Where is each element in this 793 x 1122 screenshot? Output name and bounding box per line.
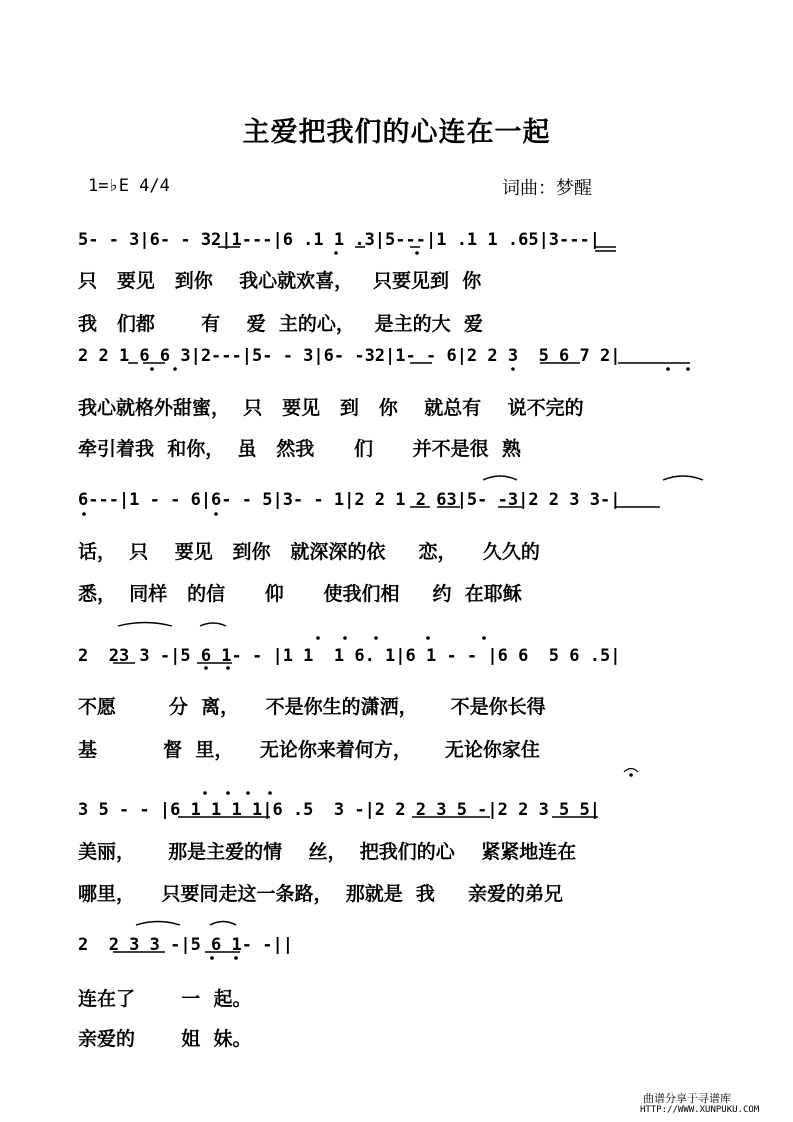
notation-line: 2 23 3 -|5 6 1- - |1 1 1 6. 1|6 1 - - |6 6 5 6 .5| [78,646,621,666]
lyric-line: 牵引着我 和你， 虽 然我 们 并不是很 熟 [78,438,521,460]
lyric-line: 我 们都 有 爱 主的心， 是主的大 爱 [78,313,483,335]
lyric-line: 话， 只 要见 到你 就深深的依 恋， 久久的 [78,541,540,563]
lyric-line: 连在了 一 起。 [78,988,252,1010]
notation-line: 5- - 3|6- - 32|1---|6 .1 1 .3|5---|1 .1 1 .65|3---| [78,230,600,250]
song-title: 主爱把我们的心连在一起 [242,117,551,148]
notation-line: 3 5 - - |6 1 1 1 1|6 .5 3 -|2 2 2 3 5 -|2 2 3 5 5| [78,800,600,820]
lyric-line: 我心就格外甜蜜， 只 要见 到 你 就总有 说不完的 [78,397,584,419]
lyric-line: 不愿 分 离， 不是你生的潇洒， 不是你长得 [78,696,546,718]
lyric-line: 只 要见 到你 我心就欢喜， 只要见到 你 [78,270,482,292]
lyric-line: 基 督 里， 无论你来着何方， 无论你家住 [78,739,540,761]
lyric-line: 美丽， 那是主爱的情 丝， 把我们的心 紧紧地连在 [78,841,577,863]
notation-line: 2 2 1 6 6 3|2---|5- - 3|6- -32|1- - 6|2 2 3 5 6 7 2| [78,346,621,366]
lyric-line: 悉， 同样 的信 仰 使我们相 约 在耶稣 [78,583,522,605]
footer-url[interactable]: HTTP://WWW.XUNPUKU.COM [640,1105,760,1115]
key-signature: 1=♭E 4/4 [88,176,170,196]
credit: 词曲：梦醒 [502,178,592,199]
notation-line: 6---|1 - - 6|6- - 5|3- - 1|2 2 1 2 63|5- -3|2 2 3 3-| [78,490,621,510]
notation-line: 2 2 3 3 -|5 6 1- -|| [78,935,293,955]
lyric-line: 哪里， 只要同走这一条路， 那就是 我 亲爱的弟兄 [78,883,563,905]
footer-site-name: 曲谱分享于寻谱库 [643,1092,731,1105]
lyric-line: 亲爱的 姐 妹。 [78,1028,252,1050]
